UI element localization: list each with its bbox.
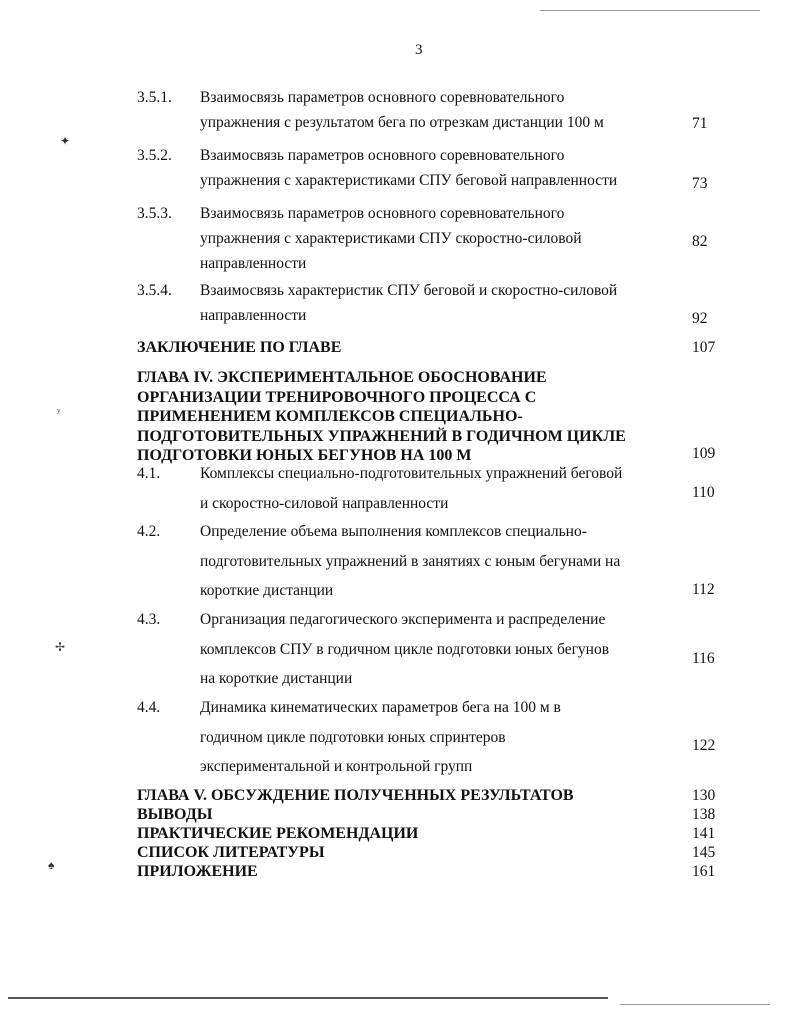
toc-entry-page: 116 — [692, 650, 715, 667]
toc-entry-text: на короткие дистанции — [200, 670, 353, 687]
toc-entry-text: Взаимосвязь характеристик СПУ беговой и скоростно-силовой — [200, 282, 618, 299]
toc-entry-text: годичном цикле подготовки юных спринтеров — [200, 729, 506, 746]
toc-entry-page: 122 — [692, 737, 716, 754]
toc-entry-number: 4.1. — [137, 465, 161, 482]
scan-line-bottom — [8, 997, 608, 999]
toc-entry-text: Динамика кинематических параметров бега на 100 м в — [200, 699, 561, 716]
toc-entry-page: 130 — [692, 787, 716, 804]
toc-entry-text: Организация педагогического эксперимента и распределение — [200, 611, 606, 628]
toc-entry-chapter-conclusion — [0, 340, 791, 360]
toc-entry-4-4 — [0, 700, 791, 775]
chapter-4-page — [0, 446, 791, 466]
toc-entry-text: направленности — [200, 307, 307, 324]
scan-line-top — [540, 10, 760, 11]
toc-entry-3-5-3 — [0, 206, 791, 271]
toc-entry-title: ПРАКТИЧЕСКИЕ РЕКОМЕНДАЦИИ — [137, 825, 419, 842]
toc-entry-text: Определение объема выполнения комплексов специально- — [200, 523, 587, 540]
toc-entry-page: 138 — [692, 806, 716, 823]
toc-entry-title: ЗАКЛЮЧЕНИЕ ПО ГЛАВЕ — [137, 339, 342, 356]
heading-line: ПОДГОТОВКИ ЮНЫХ БЕГУНОВ НА 100 М — [137, 447, 472, 464]
toc-entry-number: 4.2. — [137, 523, 161, 540]
toc-entry-title: ВЫВОДЫ — [137, 806, 213, 823]
toc-entry-text: упражнения с результатом бега по отрезкам дистанции 100 м — [200, 114, 604, 131]
toc-entry-page: 109 — [692, 445, 716, 462]
toc-entry-chapter-5 — [0, 788, 791, 808]
toc-entry-text: экспериментальной и контрольной групп — [200, 758, 473, 775]
toc-entry-3-5-1 — [0, 90, 791, 130]
toc-entry-references — [0, 845, 791, 865]
scan-line-bottom-right — [620, 1004, 770, 1005]
toc-entry-text: упражнения с характеристиками СПУ скоростно-силовой — [200, 230, 582, 247]
toc-entry-page: 112 — [692, 581, 715, 598]
toc-entry-page: 92 — [692, 310, 708, 327]
toc-entry-page: 110 — [692, 484, 715, 501]
toc-entry-recommendations — [0, 826, 791, 846]
toc-entry-3-5-2 — [0, 147, 791, 192]
toc-entry-text: Взаимосвязь параметров основного соревновательного — [200, 147, 565, 164]
toc-entry-number: 3.5.3. — [137, 205, 172, 222]
toc-entry-number: 4.3. — [137, 611, 161, 628]
toc-entry-text: подготовительных упражнений в занятиях с юным бегунами на — [200, 553, 621, 570]
toc-entry-page: 71 — [692, 115, 708, 132]
toc-entry-number: 3.5.1. — [137, 89, 172, 106]
toc-entry-text: Взаимосвязь параметров основного соревновательного — [200, 89, 565, 106]
toc-entry-text: комплексов СПУ в годичном цикле подготовки юных бегунов — [200, 641, 610, 658]
page-number: 3 — [415, 42, 423, 58]
toc-entry-4-3 — [0, 612, 791, 687]
toc-entry-title: ПРИЛОЖЕНИЕ — [137, 863, 258, 880]
toc-entry-text: и скоростно-силовой направленности — [200, 495, 449, 512]
heading-line: ОРГАНИЗАЦИИ ТРЕНИРОВОЧНОГО ПРОЦЕССА С — [137, 388, 537, 406]
toc-entry-text: Взаимосвязь параметров основного соревновательного — [200, 205, 565, 222]
toc-entry-number: 3.5.2. — [137, 147, 172, 164]
toc-entry-page: 145 — [692, 844, 716, 861]
scan-speck: ✦ — [60, 134, 71, 148]
heading-line: ПОДГОТОВИТЕЛЬНЫХ УПРАЖНЕНИЙ В ГОДИЧНОМ ЦИКЛЕ — [137, 427, 626, 445]
toc-entry-text: Комплексы специально-подготовительных упражнений беговой — [200, 465, 623, 482]
heading-line: ГЛАВА IV. ЭКСПЕРИМЕНТАЛЬНОЕ ОБОСНОВАНИЕ — [137, 369, 547, 386]
toc-entry-page: 82 — [692, 233, 708, 250]
scan-speck: ✢ — [55, 640, 66, 654]
toc-entry-page: 73 — [692, 175, 708, 192]
toc-entry-appendix — [0, 864, 791, 884]
toc-entry-page: 141 — [692, 825, 716, 842]
toc-entry-number: 3.5.4. — [137, 282, 172, 299]
toc-entry-title: СПИСОК ЛИТЕРАТУРЫ — [137, 844, 325, 861]
toc-entry-4-2 — [0, 524, 791, 599]
toc-entry-number: 4.4. — [137, 699, 161, 716]
toc-entry-text: упражнения с характеристиками СПУ беговой направленности — [200, 172, 618, 189]
scan-speck: ♠ — [48, 858, 55, 872]
toc-entry-4-1 — [0, 466, 791, 511]
scan-speck: ʸ — [57, 405, 61, 419]
toc-entry-text: направленности — [200, 255, 307, 272]
toc-entry-conclusions — [0, 807, 791, 827]
heading-line: ПРИМЕНЕНИЕМ КОМПЛЕКСОВ СПЕЦИАЛЬНО- — [137, 408, 523, 425]
toc-entry-text: короткие дистанции — [200, 582, 334, 599]
toc-entry-page: 107 — [692, 339, 716, 356]
toc-entry-title: ГЛАВА V. ОБСУЖДЕНИЕ ПОЛУЧЕННЫХ РЕЗУЛЬТАТОВ — [137, 787, 574, 804]
toc-entry-page: 161 — [692, 863, 716, 880]
toc-entry-3-5-4 — [0, 282, 791, 327]
